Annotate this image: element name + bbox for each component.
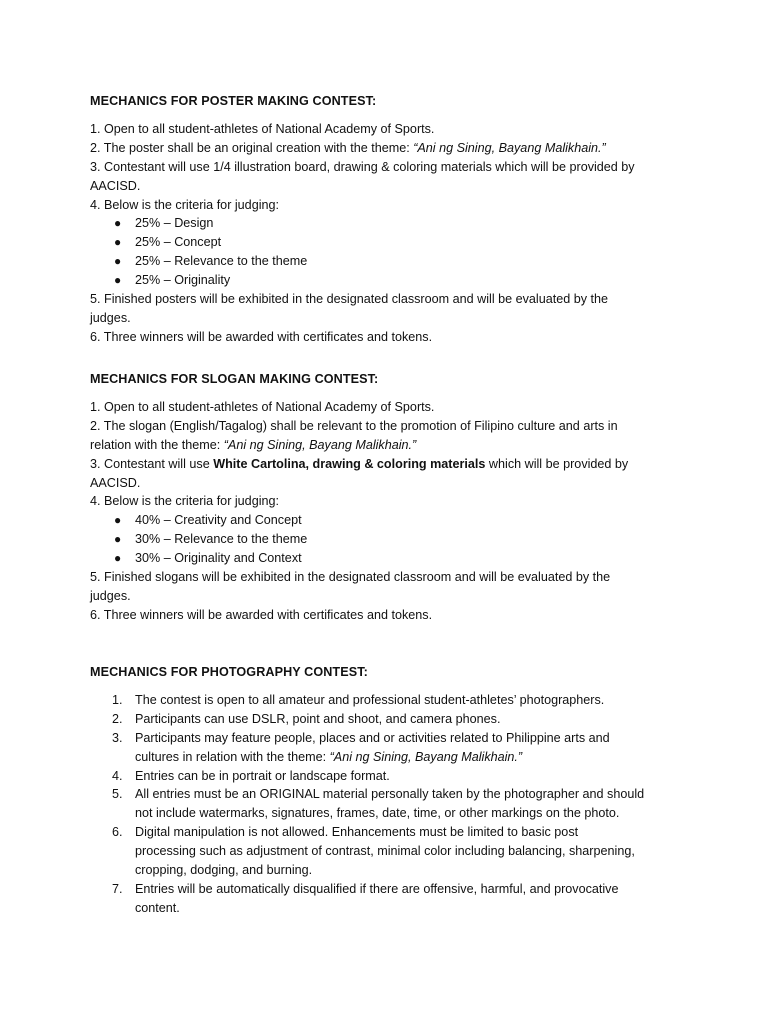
list-item (90, 271, 690, 290)
slogan-item-6: 6. Three winners will be awarded with certificates and tokens. (90, 607, 433, 622)
list-item (90, 214, 690, 233)
slogan-item-3-post: which will be provided by (485, 456, 629, 471)
bullet-icon: ● (114, 273, 122, 288)
criteria-text: 25% – Design (135, 216, 214, 231)
poster-item-6: 6. Three winners will be awarded with certificates and tokens. (90, 329, 433, 344)
criteria-text: 30% – Originality and Context (135, 551, 302, 566)
rule-text: Entries will be automatically disqualified if there are offensive, harmful, and provocative (135, 881, 619, 896)
slogan-item-5-line-2: judges. (90, 588, 131, 603)
rule-text: Digital manipulation is not allowed. Enhancements must be limited to basic post (135, 825, 579, 840)
bullet-icon: ● (114, 551, 122, 566)
poster-item-2 (90, 139, 690, 158)
photography-theme: “Ani ng Sining, Bayang Malikhain.” (329, 749, 523, 764)
list-item (90, 710, 690, 729)
slogan-item-2-line-1: 2. The slogan (English/Tagalog) shall be relevant to the promotion of Filipino culture and arts in (90, 418, 618, 433)
poster-criteria-list (90, 214, 690, 290)
photography-section (90, 663, 690, 918)
poster-theme: “Ani ng Sining, Bayang Malikhain.” (413, 140, 606, 155)
list-item (90, 729, 690, 767)
list-item (90, 767, 690, 786)
rule-text: not include watermarks, signatures, frames, date, time, or other markings on the photo. (135, 806, 620, 821)
poster-item-4: 4. Below is the criteria for judging: (90, 197, 279, 212)
slogan-heading: MECHANICS FOR SLOGAN MAKING CONTEST: (90, 372, 379, 386)
item-number: 6. (112, 825, 123, 840)
rule-text: processing such as adjustment of contrast, minimal color including balancing, sharpening, (135, 844, 635, 859)
slogan-item-5-line-1: 5. Finished slogans will be exhibited in the designated classroom and will be evaluated by the (90, 570, 611, 585)
rule-text: Participants may feature people, places and or activities related to Philippine arts and (135, 730, 610, 745)
item-number: 3. (112, 730, 123, 745)
list-item (90, 880, 690, 918)
list-item (90, 530, 690, 549)
list-item (90, 233, 690, 252)
item-number: 2. (112, 711, 123, 726)
bullet-icon: ● (114, 235, 122, 250)
slogan-theme: “Ani ng Sining, Bayang Malikhain.” (223, 437, 417, 452)
rule-text: The contest is open to all amateur and professional student-athletes’ photographers. (135, 692, 605, 707)
rule-text (135, 748, 690, 767)
item-number: 5. (112, 787, 123, 802)
poster-item-3-line-1: 3. Contestant will use 1/4 illustration board, drawing & coloring materials which will be provided by (90, 159, 635, 174)
criteria-text: 40% – Creativity and Concept (135, 513, 302, 528)
slogan-criteria-list (90, 511, 690, 568)
list-item (90, 252, 690, 271)
slogan-item-3-line-2: AACISD. (90, 475, 141, 490)
list-item (90, 785, 690, 823)
slogan-item-4: 4. Below is the criteria for judging: (90, 494, 279, 509)
item-number: 4. (112, 768, 123, 783)
slogan-item-2-line-2 (90, 436, 690, 455)
poster-item-5-line-1: 5. Finished posters will be exhibited in the designated classroom and will be evaluated by the (90, 292, 609, 307)
item-number: 7. (112, 881, 123, 896)
bullet-icon: ● (114, 513, 122, 528)
criteria-text: 25% – Concept (135, 235, 222, 250)
slogan-item-3-line-1 (90, 455, 690, 474)
list-item (90, 511, 690, 530)
photography-heading: MECHANICS FOR PHOTOGRAPHY CONTEST: (90, 665, 368, 679)
photography-rules-list (90, 691, 690, 918)
bullet-icon: ● (114, 532, 122, 547)
slogan-item-2-text: relation with the theme: (90, 437, 224, 452)
slogan-item-1: 1. Open to all student-athletes of National Academy of Sports. (90, 399, 435, 414)
rule-text: All entries must be an ORIGINAL material personally taken by the photographer and should (135, 787, 645, 802)
item-number: 1. (112, 692, 123, 707)
list-item (90, 691, 690, 710)
poster-heading: MECHANICS FOR POSTER MAKING CONTEST: (90, 94, 377, 108)
rule-text: content. (135, 900, 180, 915)
slogan-materials: White Cartolina, drawing & coloring materials (213, 456, 486, 471)
criteria-text: 25% – Relevance to the theme (135, 254, 308, 269)
poster-item-1: 1. Open to all student-athletes of National Academy of Sports. (90, 121, 435, 136)
rule-text-part: cultures in relation with the theme: (135, 749, 330, 764)
poster-item-2-text: 2. The poster shall be an original creation with the theme: (90, 140, 414, 155)
criteria-text: 25% – Originality (135, 273, 231, 288)
rule-text: Participants can use DSLR, point and shoot, and camera phones. (135, 711, 501, 726)
poster-section (90, 92, 690, 347)
rule-text: Entries can be in portrait or landscape format. (135, 768, 390, 783)
list-item (90, 549, 690, 568)
poster-item-3-line-2: AACISD. (90, 178, 141, 193)
bullet-icon: ● (114, 216, 122, 231)
slogan-item-3-text: 3. Contestant will use (90, 456, 214, 471)
rule-text: cropping, dodging, and burning. (135, 863, 313, 878)
criteria-text: 30% – Relevance to the theme (135, 532, 308, 547)
bullet-icon: ● (114, 254, 122, 269)
slogan-section (90, 370, 690, 625)
list-item (90, 823, 690, 880)
poster-item-5-line-2: judges. (90, 310, 131, 325)
